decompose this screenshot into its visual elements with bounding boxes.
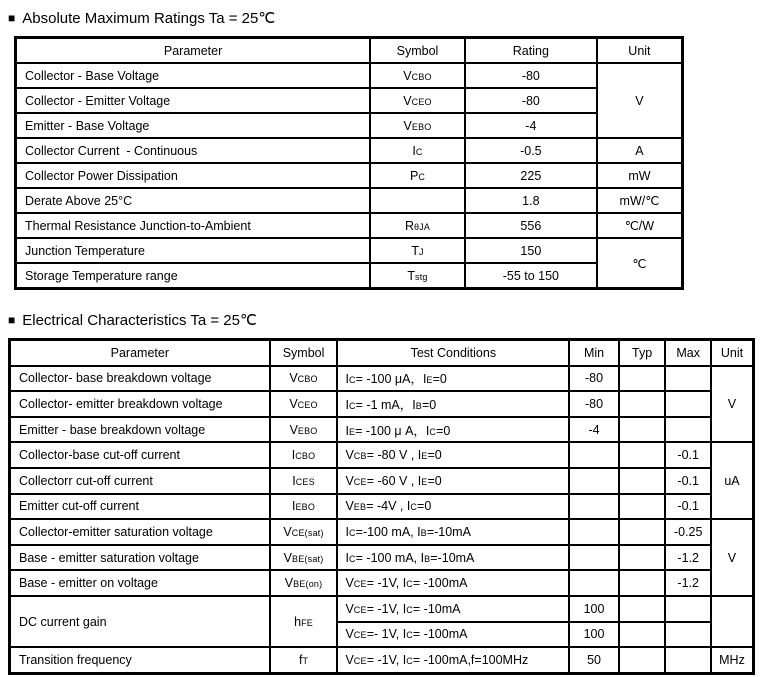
typ-cell — [619, 391, 666, 417]
symbol-cell: VBE(sat) — [270, 545, 338, 571]
subscript-text: CEO — [297, 399, 318, 410]
test-conditions-cell: VCE=- 1V, IC= -100mA — [337, 622, 569, 648]
header-row — [16, 38, 683, 64]
min-cell: -80 — [569, 366, 619, 392]
unit-cell: V — [711, 519, 754, 596]
table-row — [10, 417, 754, 443]
unit-cell: mW — [597, 163, 683, 188]
symbol-cell: VCBO — [270, 366, 338, 392]
subscript-text: CE — [353, 476, 367, 487]
datasheet-page — [0, 9, 765, 677]
min-cell: 50 — [569, 647, 619, 673]
subscript-text: BE(on) — [293, 579, 323, 590]
test-conditions-cell: VCB= -80 V , IE=0 — [337, 442, 569, 468]
column-header: Unit — [597, 38, 683, 64]
subscript-text: C — [415, 146, 423, 157]
test-conditions-cell: VCE= -60 V , IE=0 — [337, 468, 569, 494]
parameter-cell: Collector-base cut-off current — [10, 442, 270, 468]
subscript-text: C — [406, 579, 413, 590]
symbol-cell: VCBO — [370, 63, 465, 88]
table-row — [16, 238, 683, 263]
subscript-text: C — [406, 655, 413, 666]
subscript-text: CBO — [411, 71, 432, 82]
unit-cell: MHz — [711, 647, 754, 673]
table-row — [16, 188, 683, 213]
column-header: Test Conditions — [337, 340, 569, 366]
subscript-text: C — [348, 400, 356, 411]
min-cell — [569, 519, 619, 545]
parameter-cell: Emitter cut-off current — [10, 494, 270, 520]
symbol-cell — [370, 188, 465, 213]
subscript-text: CE — [353, 604, 367, 615]
parameter-cell: Collector Power Dissipation — [16, 163, 371, 188]
subscript-text: C — [418, 171, 426, 182]
table-row — [16, 63, 683, 88]
typ-cell — [619, 417, 666, 443]
subscript-text: B — [424, 553, 431, 564]
rating-cell: 1.8 — [465, 188, 597, 213]
typ-cell — [619, 519, 666, 545]
table-row — [16, 113, 683, 138]
symbol-cell: VCEO — [370, 88, 465, 113]
table-row — [16, 138, 683, 163]
max-cell — [665, 647, 711, 673]
column-header: Typ — [619, 340, 666, 366]
unit-cell: V — [597, 63, 683, 138]
parameter-cell: Collectorr cut-off current — [10, 468, 270, 494]
test-conditions-cell: IC= -1 mA，IB=0 — [337, 391, 569, 417]
symbol-cell: VEBO — [270, 417, 338, 443]
subscript-text: BE(sat) — [292, 553, 324, 564]
subscript-text: B — [420, 527, 427, 538]
unit-cell: A — [597, 138, 683, 163]
table-row — [10, 366, 754, 392]
table-row — [10, 442, 754, 468]
parameter-cell: Collector Current - Continuous — [16, 138, 371, 163]
table-row — [10, 596, 754, 622]
parameter-cell: Transition frequency — [10, 647, 270, 673]
unit-cell: uA — [711, 442, 754, 519]
subscript-text: CEO — [411, 96, 432, 107]
table-row — [10, 468, 754, 494]
typ-cell — [619, 545, 666, 571]
subscript-text: CE — [353, 630, 367, 641]
table-header-row — [10, 340, 754, 366]
max-cell — [665, 391, 711, 417]
subscript-text: C — [406, 604, 413, 615]
subscript-text: C — [406, 630, 413, 641]
parameter-cell: Collector - Emitter Voltage — [16, 88, 371, 113]
symbol-cell: TJ — [370, 238, 465, 263]
symbol-cell: VEBO — [370, 113, 465, 138]
parameter-cell: Collector-emitter saturation voltage — [10, 519, 270, 545]
subscript-text: EB — [353, 502, 367, 513]
symbol-cell: PC — [370, 163, 465, 188]
parameter-cell: Junction Temperature — [16, 238, 371, 263]
column-header: Unit — [711, 340, 754, 366]
max-cell: -1.2 — [665, 545, 711, 571]
subscript-text: C — [348, 527, 356, 538]
symbol-cell: VBE(on) — [270, 570, 338, 596]
table-row — [16, 88, 683, 113]
subscript-text: EBO — [295, 502, 316, 513]
min-cell: -4 — [569, 417, 619, 443]
subscript-text: E — [426, 375, 433, 386]
parameter-cell: DC current gain — [10, 596, 270, 647]
subscript-text: EBO — [297, 425, 318, 436]
typ-cell — [619, 468, 666, 494]
subscript-text: B — [415, 400, 422, 411]
typ-cell — [619, 596, 666, 622]
table-row — [16, 163, 683, 188]
symbol-cell: IEBO — [270, 494, 338, 520]
rating-cell: -4 — [465, 113, 597, 138]
table-header-row — [16, 38, 683, 64]
subscript-text: FE — [301, 617, 313, 628]
test-conditions-cell: IE= -100 μ A，IC=0 — [337, 417, 569, 443]
subscript-text: E — [348, 426, 356, 437]
subscript-text: T — [302, 655, 309, 666]
subscript-text: CB — [353, 451, 367, 462]
symbol-cell: RθJA — [370, 213, 465, 238]
table-row — [10, 519, 754, 545]
parameter-cell: Emitter - base breakdown voltage — [10, 417, 270, 443]
test-conditions-cell: IC= -100 mA, IB=-10mA — [337, 545, 569, 571]
section-title-absolute-maximum-ratings — [8, 9, 765, 27]
subscript-text: stg — [415, 271, 428, 282]
test-conditions-cell: IC=-100 mA, IB=-10mA — [337, 519, 569, 545]
parameter-cell: Collector- base breakdown voltage — [10, 366, 270, 392]
symbol-cell: VCE(sat) — [270, 519, 338, 545]
subscript-text: E — [421, 451, 428, 462]
section-title-text: Absolute Maximum Ratings Ta = 25℃ — [22, 10, 276, 27]
rating-cell: 225 — [465, 163, 597, 188]
column-header: Rating — [465, 38, 597, 64]
section-title-text: Electrical Characteristics Ta = 25℃ — [22, 312, 257, 329]
typ-cell — [619, 494, 666, 520]
rating-cell: 556 — [465, 213, 597, 238]
unit-cell: mW/℃ — [597, 188, 683, 213]
subscript-text: CE(sat) — [291, 527, 324, 538]
column-header: Max — [665, 340, 711, 366]
unit-cell: V — [711, 366, 754, 443]
symbol-cell: hFE — [270, 596, 338, 647]
max-cell: -0.1 — [665, 468, 711, 494]
test-conditions-cell: VEB= -4V , IC=0 — [337, 494, 569, 520]
subscript-text: EBO — [411, 121, 432, 132]
square-bullet-icon: ■ — [8, 11, 16, 25]
table-row — [10, 391, 754, 417]
test-conditions-cell: VCE= -1V, IC= -100mA — [337, 570, 569, 596]
subscript-text: J — [418, 246, 424, 257]
subscript-text: C — [429, 426, 437, 437]
symbol-cell: IC — [370, 138, 465, 163]
section-title-electrical-characteristics — [8, 311, 765, 329]
subscript-text: C — [410, 502, 418, 513]
typ-cell — [619, 366, 666, 392]
rating-cell: 150 — [465, 238, 597, 263]
parameter-cell: Storage Temperature range — [16, 263, 371, 289]
min-cell — [569, 545, 619, 571]
subscript-text: C — [348, 553, 356, 564]
symbol-cell: ICES — [270, 468, 338, 494]
column-header: Min — [569, 340, 619, 366]
unit-cell: ℃/W — [597, 213, 683, 238]
max-cell — [665, 622, 711, 648]
column-header: Symbol — [270, 340, 338, 366]
max-cell — [665, 417, 711, 443]
rating-cell: -0.5 — [465, 138, 597, 163]
parameter-cell: Base - emitter saturation voltage — [10, 545, 270, 571]
min-cell — [569, 570, 619, 596]
table-row — [10, 570, 754, 596]
subscript-text: θJA — [413, 221, 431, 232]
max-cell: -0.1 — [665, 442, 711, 468]
parameter-cell: Base - emitter on voltage — [10, 570, 270, 596]
symbol-cell: ICBO — [270, 442, 338, 468]
subscript-text: CBO — [297, 374, 318, 385]
rating-cell: -55 to 150 — [465, 263, 597, 289]
column-header: Parameter — [16, 38, 371, 64]
max-cell — [665, 596, 711, 622]
test-conditions-cell: VCE= -1V, IC= -10mA — [337, 596, 569, 622]
typ-cell — [619, 622, 666, 648]
subscript-text: C — [348, 375, 356, 386]
subscript-text: E — [421, 476, 428, 487]
parameter-cell: Collector- emitter breakdown voltage — [10, 391, 270, 417]
table-row — [10, 545, 754, 571]
typ-cell — [619, 570, 666, 596]
square-bullet-icon: ■ — [8, 313, 16, 327]
subscript-text: CES — [295, 476, 315, 487]
symbol-cell: VCEO — [270, 391, 338, 417]
absolute-maximum-ratings-table — [14, 36, 684, 290]
max-cell: -0.1 — [665, 494, 711, 520]
unit-cell — [711, 596, 754, 647]
typ-cell — [619, 647, 666, 673]
typ-cell — [619, 442, 666, 468]
min-cell — [569, 494, 619, 520]
table-body — [10, 366, 754, 674]
max-cell — [665, 366, 711, 392]
parameter-cell: Derate Above 25°C — [16, 188, 371, 213]
symbol-cell: Tstg — [370, 263, 465, 289]
table-row — [16, 263, 683, 289]
parameter-cell: Emitter - Base Voltage — [16, 113, 371, 138]
symbol-cell: fT — [270, 647, 338, 673]
table-row — [10, 494, 754, 520]
min-cell: 100 — [569, 622, 619, 648]
electrical-characteristics-table — [8, 338, 755, 675]
test-conditions-cell: IC= -100 μA，IE=0 — [337, 366, 569, 392]
parameter-cell: Collector - Base Voltage — [16, 63, 371, 88]
min-cell: 100 — [569, 596, 619, 622]
unit-cell: ℃ — [597, 238, 683, 289]
parameter-cell: Thermal Resistance Junction-to-Ambient — [16, 213, 371, 238]
test-conditions-cell: VCE= -1V, IC= -100mA,f=100MHz — [337, 647, 569, 673]
min-cell — [569, 468, 619, 494]
header-row — [10, 340, 754, 366]
subscript-text: CBO — [295, 451, 316, 462]
max-cell: -0.25 — [665, 519, 711, 545]
column-header: Symbol — [370, 38, 465, 64]
rating-cell: -80 — [465, 63, 597, 88]
min-cell: -80 — [569, 391, 619, 417]
column-header: Parameter — [10, 340, 270, 366]
min-cell — [569, 442, 619, 468]
subscript-text: CE — [353, 579, 367, 590]
max-cell: -1.2 — [665, 570, 711, 596]
rating-cell: -80 — [465, 88, 597, 113]
subscript-text: CE — [353, 655, 367, 666]
table-row — [16, 213, 683, 238]
table-body — [16, 63, 683, 289]
table-row — [10, 647, 754, 673]
